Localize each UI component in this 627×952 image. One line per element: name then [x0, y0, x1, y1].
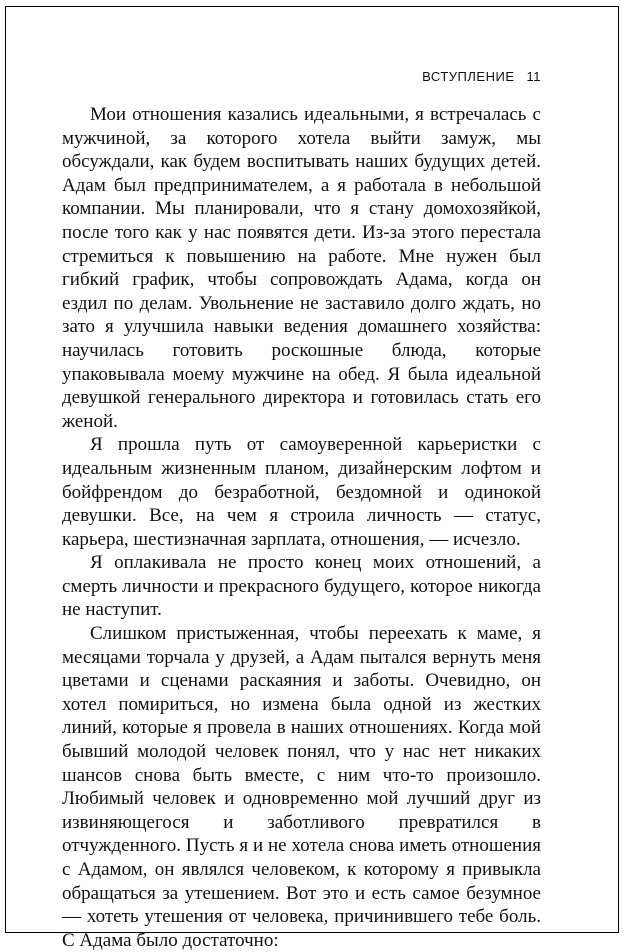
section-title: ВСТУПЛЕНИЕ — [422, 69, 515, 84]
body-text — [62, 103, 541, 952]
paragraph: Слишком пристыженная, чтобы переехать к маме, я месяцами торчала у друзей, а Адам пытался вернуть меня цветами и сценами раскаяния и заботы. Очевидно, он хотел помириться, но измена была одной из жестких линий, которые я провела в наших отношениях. Когда мой бывший молодой человек понял, что у нас нет никаких шансов снова быть вместе, с ним что-то произошло. Любимый человек и одновременно мой лучший друг из извиняющегося и заботливого превратился в отчужденного. Пусть я и не хотела снова иметь отношения с Адамом, он являлся человеком, к которому я привыкла обращаться за утешением. Вот это и есть самое безумное — хотеть утешения от человека, причинившего тебе боль. С Адама было достаточно: — [62, 623, 541, 951]
page-number: 11 — [526, 69, 541, 84]
paragraph: Мои отношения казались идеальными, я встречалась с мужчиной, за которого хотела выйти замуж, мы обсуждали, как будем воспитывать наших будущих детей. Адам был предпринимателем, а я работала в небольшой компании. Мы планировали, что я стану домохозяйкой, после того как у нас появятся дети. Из-за этого перестала стремиться к повышению на работе. Мне нужен был гибкий график, чтобы сопровождать Адама, когда он ездил по делам. Увольнение не заставило долго ждать, но зато я улучшила навыки ведения домашнего хозяйства: научилась готовить роскошные блюда, которые упаковывала моему мужчине на обед. Я была идеальной девушкой генерального директора и готовилась стать его женой. — [62, 104, 541, 432]
paragraph: Я оплакивала не просто конец моих отношений, а смерть личности и прекрасного будущего, которое никогда не наступит. — [62, 552, 541, 621]
book-page — [5, 6, 619, 951]
running-head — [422, 69, 541, 84]
paragraph: Я прошла путь от самоуверенной карьеристки с идеальным жизненным планом, дизайнерским лофтом и бойфрендом до безработной, бездомной и одинокой девушки. Все, на чем я строила личность — статус, карьера, шестизначная зарплата, отношения, — исчезло. — [62, 434, 541, 550]
